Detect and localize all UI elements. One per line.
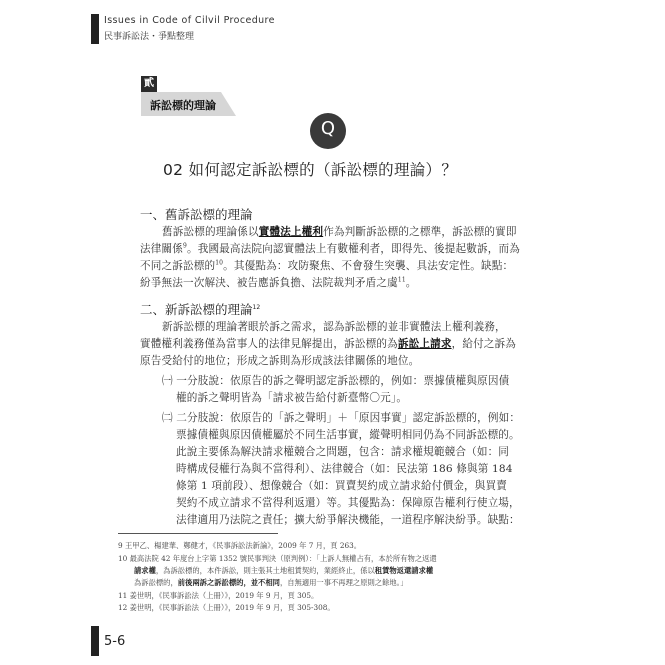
footnote-ref: 10 [215,259,224,267]
paragraph-line: 紛爭無法一次解決、被告應訴負擔、法院裁判矛盾之虞$^{11}$。 [140,276,417,289]
footnote-12: 12 姜世明，《民事訴訟法（上冊）》，2019 年 9 月，頁 305-308。 [118,603,335,612]
list-item-line: 契約不成立請求不當得利返還）等。其優點為：保障原告權利行使立場， [176,497,520,509]
heading-new-theory: 二、新訴訟標的理論$^{12}$ [140,302,261,317]
footnote-10-line3: 為訴訟標的，前後兩訴之訴訟標的，並不相同，自無適用一事不再理之原則之餘地。」 [134,578,408,587]
footnote-ref: 11 [397,276,406,284]
page-number: 5-6 [104,634,126,649]
paragraph-line: 新訴訟標的理論著眼於訴之需求，認為訴訟標的並非實體法上權利義務， [162,321,506,333]
heading-old-theory: 一、舊訴訟標的理論 [140,207,253,222]
paragraph-line: 原告受給付的地位；形成之訴則為形成該法律關係的地位。 [140,355,420,367]
list-item-line: 票據債權與原因債權屬於不同生活事實，縱聲明相同仍為不同訴訟標的。 [176,429,520,441]
question-title: 02 如何認定訴訟標的（訴訟標的理論）？ [163,161,458,179]
footnote-ref: 9 [182,242,187,250]
footnote-11: 11 姜世明，《民事訴訟法（上冊）》，2019 年 9 月，頁 305。 [118,591,319,600]
paragraph-line: 實體權利義務僅為當事人的法律見解提出，訴訟標的為訴訟上請求，給付之訴為 [140,338,517,350]
paragraph-line: 舊訴訟標的理論係以實體法上權利作為判斷訴訟標的之標準，訴訟標的實即 [162,226,517,238]
list-item-line: 時構成侵權行為與不當得利）、法律競合（如：民法第 186 條與第 184 [176,463,513,475]
list-item-line: ㈡ 二分肢說：依原告的「訴之聲明」＋「原因事實」認定訴訟標的，例如： [162,412,521,424]
list-item-line: 權的訴之聲明皆為「請求被告給付新臺幣〇元」。 [176,392,408,404]
header-title-zh: 民事訴訟法・爭點整理 [104,32,195,42]
header-bar [91,14,99,44]
list-item-line: 此說主要係為解決請求權競合之問題，包含：請求權規範競合（如：同 [176,446,510,458]
page-number-bar [91,626,99,656]
footnote-divider [118,533,278,534]
list-item-line: ㈠ 一分肢說：依原告的訴之聲明認定訴訟標的，例如：票據債權與原因債 [162,375,510,387]
footnote-ref: 12 [252,303,261,311]
paragraph-line: 不同之訴訟標的$^{10}$。其優點為：攻防聚焦、不會發生突襲、具法安定性。缺點： [140,259,514,272]
footnote-9: 9 王甲乙、楊建華、鄭健才，《民事訴訟法新論》，2009 年 7 月，頁 263。 [118,541,362,550]
list-item-line: 法律適用乃法院之責任；擴大紛爭解決機能，一道程序解決紛爭。缺點： [176,514,520,526]
question-badge-letter: Q [320,118,336,139]
list-item-line: 條第 1 項前段）、想像競合（如：買賣契約成立請求給付價金，與買賣 [176,480,507,492]
footnote-10-line2: 請求權，為訴訟標的，本件訴訟，則主張其土地租賃契約，業經終止，係以租賃物返還請求權 [134,566,434,575]
header-title-en: Issues in Code of Cilvil Procedure [104,15,275,26]
section-title: 訴訟標的理論 [150,99,216,112]
section-number: 貳 [141,76,157,92]
footnote-10: 10 最高法院 42 年度台上字第 1352 號民事判決（原判例）：「上訴人無權占有，本於所有物之返還 [118,554,437,563]
paragraph-line: 法律關係$^9$。我國最高法院向認實體法上有數權利者，即得先、後提起數訴，而為 [140,242,521,255]
